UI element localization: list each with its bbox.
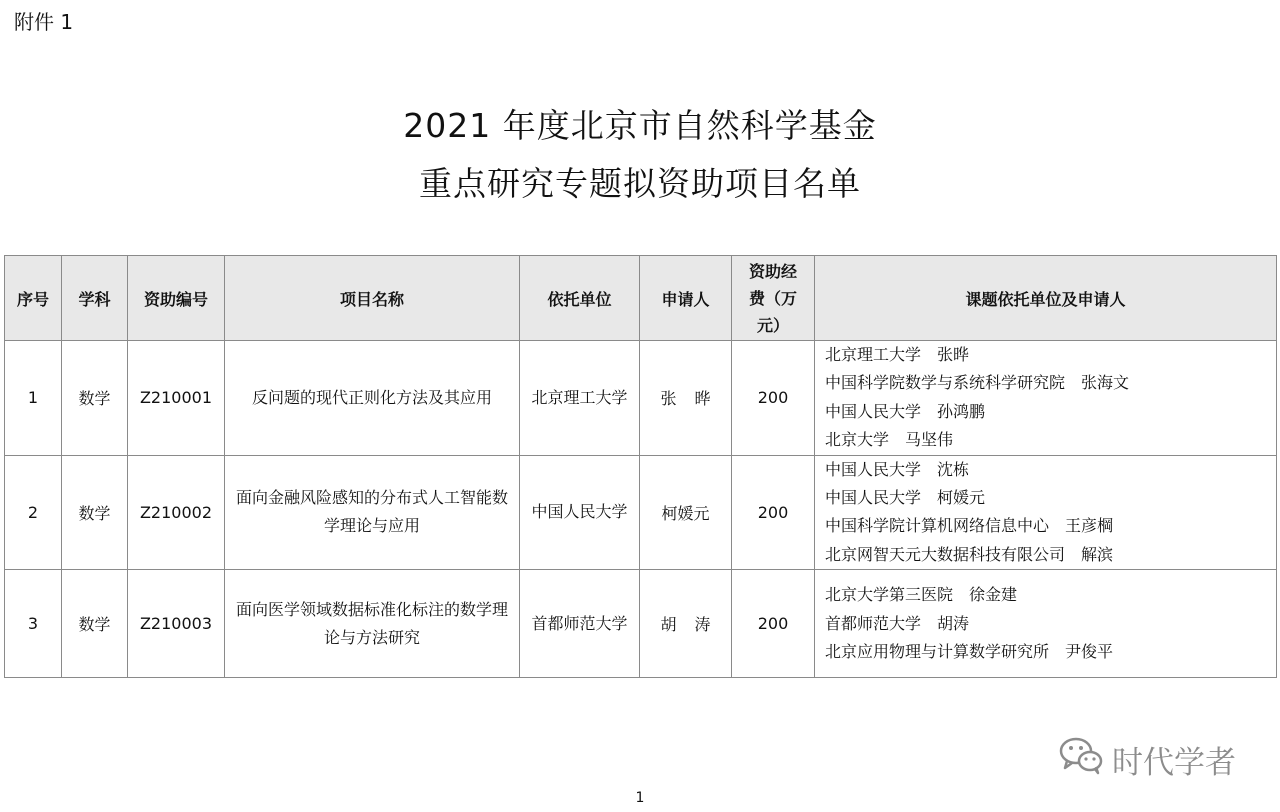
watermark — [1058, 735, 1236, 783]
member-item: 中国科学院计算机网络信息中心 王彦棡 — [825, 516, 1114, 536]
wechat-icon — [1058, 735, 1104, 783]
project-name: 面向医学领域数据标准化标注的数学理论与方法研究 — [235, 599, 508, 647]
applicant-name: 张晔 — [660, 389, 729, 409]
cell-funding: 200 — [732, 341, 815, 456]
institution-name: 首都师范大学 — [531, 613, 628, 633]
member-list — [815, 456, 1276, 570]
cell-subject: 数学 — [62, 455, 128, 570]
cell-members — [815, 570, 1277, 678]
header-funding — [732, 256, 815, 341]
cell-project — [225, 570, 520, 678]
cell-institution — [520, 341, 640, 456]
watermark-text: 时代学者 — [1112, 744, 1236, 781]
cell-project — [225, 341, 520, 456]
cell-funding: 200 — [732, 570, 815, 678]
header-institution: 依托单位 — [520, 256, 640, 341]
institution-name: 中国人民大学 — [531, 502, 628, 522]
member-item: 中国人民大学 孙鸿鹏 — [825, 401, 986, 421]
header-subject: 学科 — [62, 256, 128, 341]
member-list — [815, 341, 1276, 455]
project-name: 面向金融风险感知的分布式人工智能数学理论与应用 — [235, 488, 508, 536]
cell-no: 2 — [5, 455, 62, 570]
cell-no: 3 — [5, 570, 62, 678]
funding-table — [4, 255, 1277, 678]
cell-code: Z210003 — [128, 570, 225, 678]
header-applicant: 申请人 — [640, 256, 732, 341]
document-title-line2: 重点研究专题拟资助项目名单 — [419, 164, 861, 203]
header-funding-line3: 元） — [756, 315, 789, 335]
member-item: 北京大学第三医院 徐金建 — [825, 585, 1018, 605]
table-row — [5, 570, 1277, 678]
header-members: 课题依托单位及申请人 — [815, 256, 1277, 341]
cell-code: Z210002 — [128, 455, 225, 570]
cell-applicant — [640, 455, 732, 570]
member-item: 北京大学 马坚伟 — [825, 430, 954, 450]
cell-funding: 200 — [732, 455, 815, 570]
member-item: 北京应用物理与计算数学研究所 尹俊平 — [825, 641, 1114, 661]
cell-applicant — [640, 570, 732, 678]
cell-subject: 数学 — [62, 570, 128, 678]
cell-subject: 数学 — [62, 341, 128, 456]
member-item: 北京理工大学 张晔 — [825, 345, 970, 364]
member-item: 中国科学院数学与系统科学研究院 张海文 — [825, 373, 1130, 393]
page-number: 1 — [635, 790, 645, 806]
cell-code: Z210001 — [128, 341, 225, 456]
attachment-label: 附件 1 — [14, 10, 74, 34]
cell-institution — [520, 570, 640, 678]
applicant-name: 胡涛 — [660, 615, 729, 635]
cell-members — [815, 341, 1277, 456]
document-title-line1: 2021 年度北京市自然科学基金 — [403, 106, 877, 145]
table-header-row — [5, 256, 1277, 341]
project-name: 反问题的现代正则化方法及其应用 — [251, 387, 492, 407]
member-item: 首都师范大学 胡涛 — [825, 613, 970, 633]
table-row — [5, 455, 1277, 570]
cell-members — [815, 455, 1277, 570]
applicant-name: 柯媛元 — [661, 503, 710, 523]
member-item: 北京网智天元大数据科技有限公司 解滨 — [825, 544, 1114, 564]
cell-project — [225, 455, 520, 570]
cell-applicant — [640, 341, 732, 456]
institution-name: 北京理工大学 — [531, 387, 628, 407]
cell-no: 1 — [5, 341, 62, 456]
member-item: 中国人民大学 柯媛元 — [825, 488, 986, 508]
member-list — [815, 581, 1276, 666]
header-funding-line2: 费（万 — [748, 288, 797, 308]
member-item: 中国人民大学 沈栋 — [825, 459, 970, 479]
header-funding-line1: 资助经 — [748, 261, 797, 281]
cell-institution — [520, 455, 640, 570]
table-row — [5, 341, 1277, 456]
header-code: 资助编号 — [128, 256, 225, 341]
header-no: 序号 — [5, 256, 62, 341]
header-project: 项目名称 — [225, 256, 520, 341]
